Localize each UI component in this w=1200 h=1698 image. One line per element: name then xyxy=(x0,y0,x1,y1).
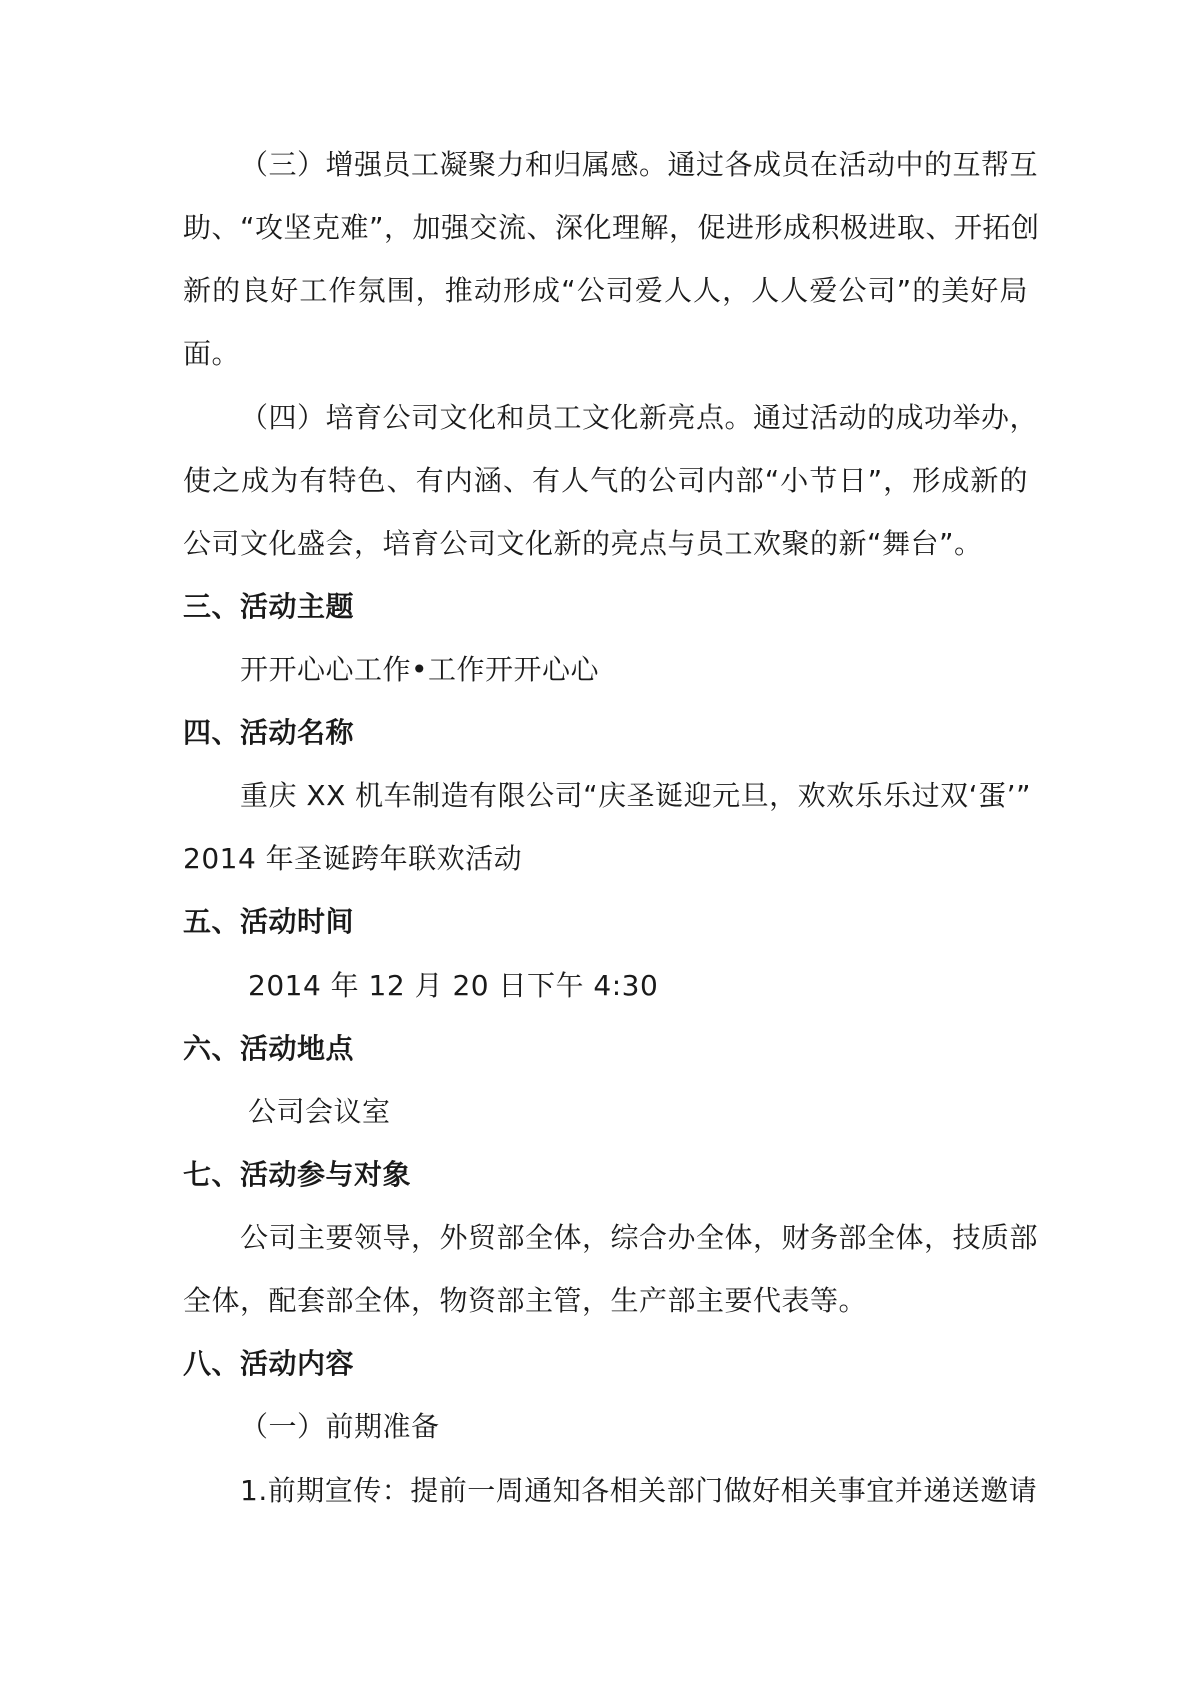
paragraph-line: 全体，配套部全体，物资部主管，生产部主要代表等。 xyxy=(183,1284,868,1317)
section-heading: 八、活动内容 xyxy=(183,1347,355,1380)
paragraph-line: 2014 年圣诞跨年联欢活动 xyxy=(183,842,523,875)
section-heading: 七、活动参与对象 xyxy=(183,1158,412,1191)
section-heading: 四、活动名称 xyxy=(183,716,355,749)
section-heading: 五、活动时间 xyxy=(183,905,355,938)
paragraph-line: 公司会议室 xyxy=(248,1095,391,1128)
paragraph-line: 面。 xyxy=(183,337,241,370)
paragraph-line: 新的良好工作氛围，推动形成“公司爱人人，人人爱公司”的美好局 xyxy=(183,274,1028,307)
paragraph-line: 助、“攻坚克难”，加强交流、深化理解，促进形成积极进取、开拓创 xyxy=(183,211,1040,244)
paragraph-line: 公司主要领导，外贸部全体，综合办全体，财务部全体，技质部 xyxy=(240,1221,1039,1254)
paragraph-line: 公司文化盛会，培育公司文化新的亮点与员工欢聚的新“舞台”。 xyxy=(183,527,983,560)
section-heading: 六、活动地点 xyxy=(183,1032,355,1065)
paragraph-line: （四）培育公司文化和员工文化新亮点。通过活动的成功举办， xyxy=(240,401,1039,434)
paragraph-line: 开开心心工作•工作开开心心 xyxy=(240,653,600,686)
paragraph-line: 重庆 XX 机车制造有限公司“庆圣诞迎元旦，欢欢乐乐过双‘蛋’” xyxy=(240,779,1031,812)
section-heading: 三、活动主题 xyxy=(183,590,355,623)
subsection-heading: （一）前期准备 xyxy=(240,1410,440,1443)
paragraph-line: 使之成为有特色、有内涵、有人气的公司内部“小节日”，形成新的 xyxy=(183,464,1028,497)
paragraph-line: （三）增强员工凝聚力和归属感。通过各成员在活动中的互帮互 xyxy=(240,148,1039,181)
paragraph-line: 2014 年 12 月 20 日下午 4:30 xyxy=(248,969,659,1002)
paragraph-line: 1.前期宣传：提前一周通知各相关部门做好相关事宜并递送邀请 xyxy=(240,1474,1038,1507)
